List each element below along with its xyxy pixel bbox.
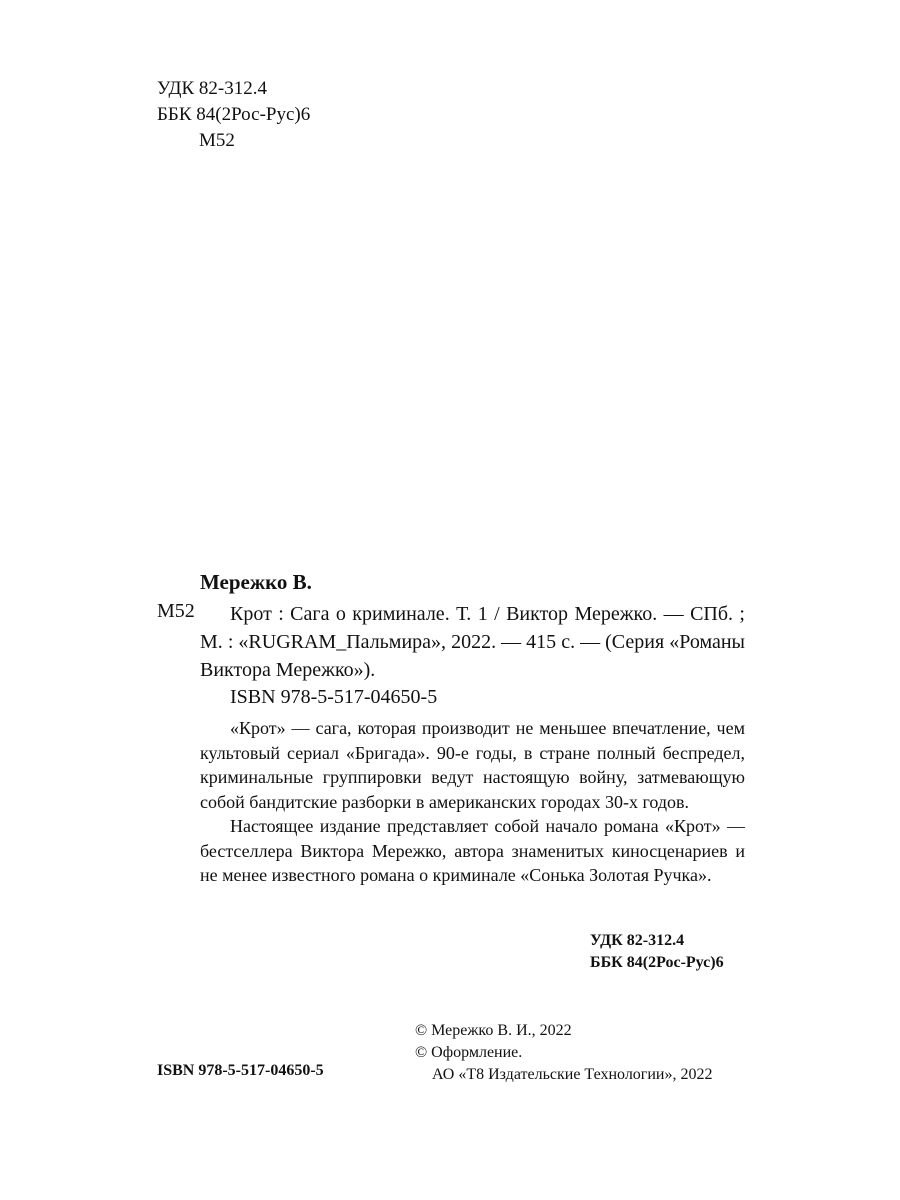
annotation-paragraph-1: «Крот» — сага, которая производит не меньшее впечатление, чем культовый сериал «Бригада». 90-е годы, в стране полный беспредел, криминальные группировки ведут настоящую войну, затмевающую собой бандитские разборки в американских городах 30-х годов. [200,718,745,812]
bottom-udk-code: УДК 82-312.4 [590,932,685,949]
copyright-publisher: АО «Т8 Издательские Технологии», 2022 [432,1066,713,1083]
classification-block [157,76,310,154]
entry-cutter-code: М52 [157,600,195,622]
bibliographic-description: Крот : Сага о криминале. Т. 1 / Виктор Мережко. — СПб. ; М. : «RUGRAM_Пальмира», 2022. — 415 с. — (Серия «Романы Виктора Мережко»). [200,603,745,681]
isbn-line: ISBN 978-5-517-04650-5 [230,686,438,708]
author-heading: Мережко В. [200,570,312,594]
bottom-classification [590,930,724,974]
isbn-bottom: ISBN 978-5-517-04650-5 [157,1062,324,1079]
bottom-bbk-code: ББК 84(2Рос-Рус)6 [590,954,724,971]
copyright-block [415,1020,713,1086]
copyright-design: © Оформление. [415,1044,523,1061]
annotation [200,716,745,888]
bbk-code: ББК 84(2Рос-Рус)6 [157,104,311,125]
udk-code: УДК 82-312.4 [157,78,267,99]
annotation-paragraph-2: Настоящее издание представляет собой начало романа «Крот» — бестселлера Виктора Мережко, автора знаменитых киносценариев и не менее известного романа о криминале «Сонька Золотая Ручка». [200,816,745,885]
copyright-author: © Мережко В. И., 2022 [415,1022,572,1039]
cutter-code: М52 [199,130,235,151]
